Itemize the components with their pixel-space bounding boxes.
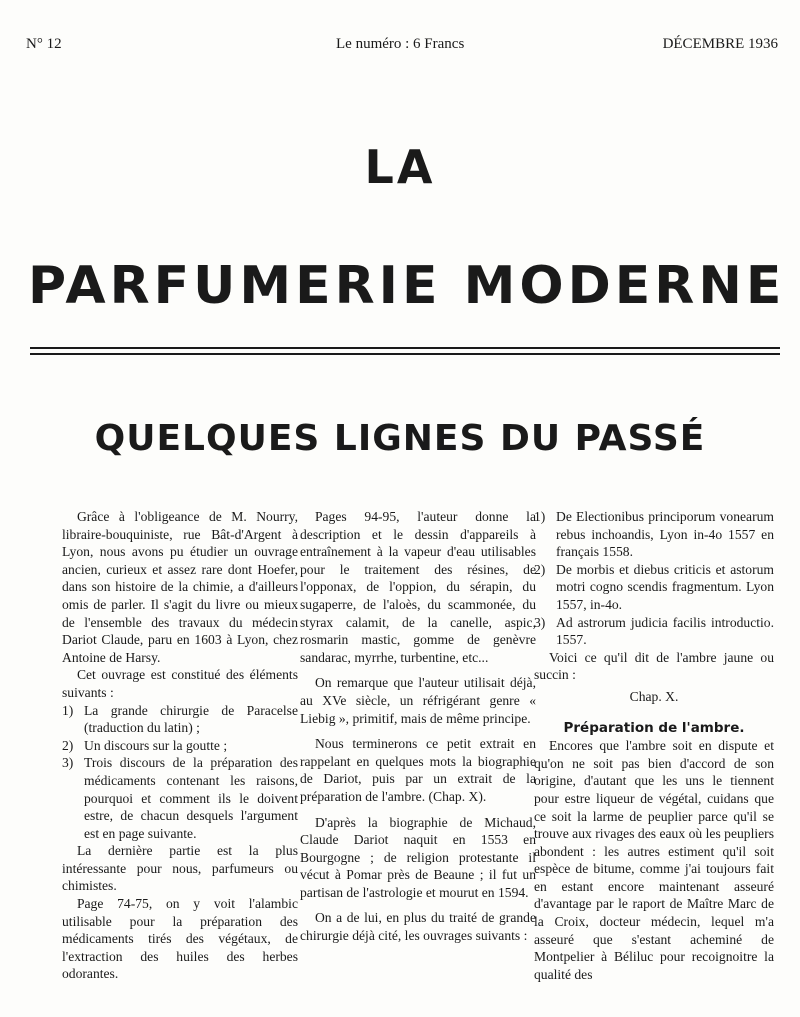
list-number: 3)	[62, 755, 74, 771]
paragraph: On a de lui, en plus du traité de grande chirurgie déjà cité, les ouvrages suivants :	[300, 910, 536, 944]
list-text: La grande chirurgie de Paracelse (traduction du latin) ;	[84, 702, 298, 736]
paragraph: La dernière partie est la plus intéressante pour nous, parfumeurs ou chimistes.	[62, 843, 298, 894]
page-header	[26, 36, 778, 56]
list-text: De morbis et diebus criticis et astorum motri cogno scendis fragmentum. Lyon 1557, in-4o.	[556, 561, 774, 612]
chapter-label: Chap. X.	[629, 688, 679, 704]
list-item	[62, 754, 298, 842]
contents-list	[62, 702, 298, 843]
list-item	[534, 508, 774, 561]
issue-price: Le numéro : 6 Francs	[336, 36, 465, 52]
list-number: 1)	[534, 509, 546, 524]
article-column-3	[534, 508, 774, 983]
paragraph: Encores que l'ambre soit en dispute et qu'on ne soit pas bien d'accord de son origine, d'autant que les uns le tiennent pour estre liqueur de végétal, cuidans que ce soit la larme de peuplier parce qu'il se trouve aux rivages des eaux où les peupliers abondent : les autres estiment qu'il soit espèce de bitume, comme j'ai toujours fait en estant encore maintenant asseuré d'avantage par le raport de Maître Marc de la Croix, docteur médecin, lequel m'a asseuré que s'estant acheminé de Montpelier à Béliluc pour recoignoitre la qualité des	[534, 738, 774, 982]
list-number: 2)	[62, 737, 74, 753]
paragraph: Grâce à l'obligeance de M. Nourry, libraire-bouquiniste, rue Bât-d'Argent à Lyon, nous avons pu étudier un ouvrage ancien, curieux et assez rare dont Hoefer, dans son histoire de la chimie, a d'ailleurs omis de parler. Il s'agit du livre ou mieux de l'ensemble des travaux du médecin Dariot Claude, paru en 1603 à Lyon, chez Antoine de Harsy.	[62, 509, 298, 665]
list-item	[62, 737, 298, 755]
works-list	[534, 508, 774, 649]
paragraph: On remarque que l'auteur utilisait déjà, au XVe siècle, un réfrigérant genre « Liebig », primitif, mais de même principe.	[300, 675, 536, 726]
paragraph: Pages 94-95, l'auteur donne la description et le dessin d'appareils à entraînement à la vapeur d'eau utilisables pour le traitement des résines, de l'opponax, de l'oppion, du sérapin, du sugaperre, de l'aloès, du scammonée, du styrax calamit, de la canelle, aspic, rosmarin mastic, gomme de genèvre sandarac, myrrhe, turbentine, etc...	[300, 509, 536, 665]
paragraph: Voici ce qu'il dit de l'ambre jaune ou succin :	[534, 649, 774, 683]
list-item	[534, 561, 774, 614]
list-item	[62, 702, 298, 737]
masthead-rule-top	[30, 347, 780, 349]
list-text: Un discours sur la goutte ;	[84, 737, 228, 753]
issue-date: DÉCEMBRE 1936	[662, 36, 778, 52]
list-number: 3)	[534, 614, 546, 630]
list-number: 2)	[534, 561, 546, 577]
section-subheading: Préparation de l'ambre.	[563, 719, 745, 736]
masthead-rule-bottom	[30, 353, 780, 355]
paragraph: Page 74-75, on y voit l'alambic utilisable pour la préparation des médicaments tirés des végétaux, de l'extraction des huiles des herbes odorantes.	[62, 896, 298, 982]
paragraph: Nous terminerons ce petit extrait en rappelant en quelques mots la biographie de Dariot, puis par un extrait de la préparation de l'ambre. (Chap. X).	[300, 736, 536, 804]
masthead-article: LA	[364, 140, 436, 194]
paragraph: D'après la biographie de Michaud, Claude Dariot naquit en 1553 en Bourgogne ; de religion protestante il vécut à Pomar près de Beaune ; il fut un partisan de l'astrologie et mourut en 1594.	[300, 814, 536, 900]
issue-number: N° 12	[26, 36, 62, 52]
paragraph: Cet ouvrage est constitué des éléments suivants :	[62, 667, 298, 700]
list-item	[534, 614, 774, 649]
list-text: Ad astrorum judicia facilis introductio. 1557.	[556, 614, 774, 648]
article-title: QUELQUES LIGNES DU PASSÉ	[94, 418, 706, 459]
list-number: 1)	[62, 702, 74, 718]
article-column-1	[62, 508, 298, 983]
list-text: De Electionibus principorum vonearum rebus inchoandis, Lyon in-4o 1557 en français 1558.	[556, 509, 774, 560]
article-column-2	[300, 508, 536, 945]
masthead-title: PARFUMERIE MODERNE	[28, 256, 786, 316]
list-text: Trois discours de la préparation des médicaments contenant les raisons, pourquoi et comment ils le doivent estre, de chacun desquels l'argument est en page suivante.	[84, 755, 298, 841]
